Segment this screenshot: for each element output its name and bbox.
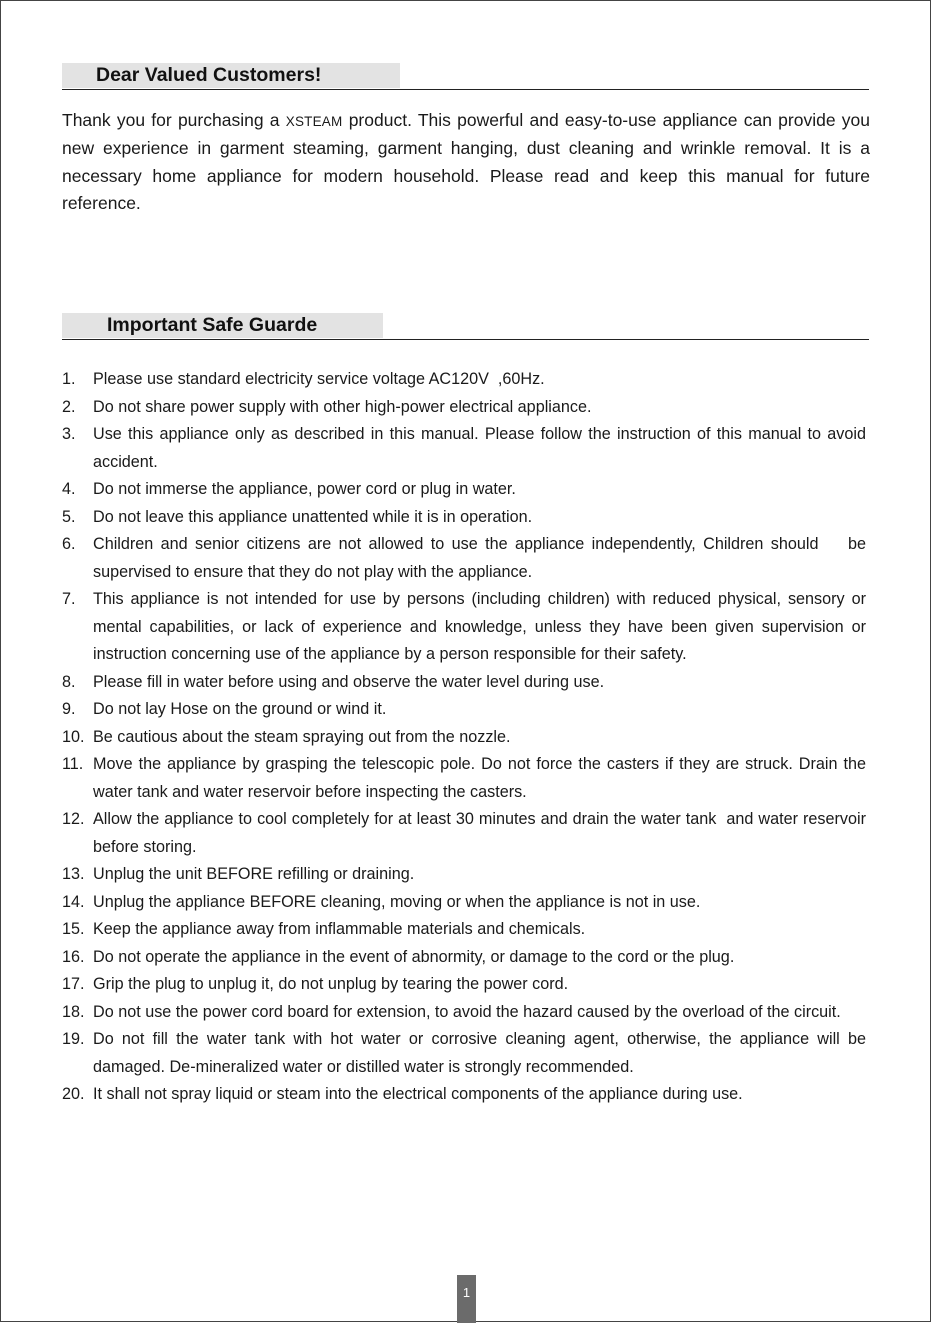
intro-text-rest: product. This powerful and easy-to-use appliance can provide you new experience in garment steaming, garment hanging, dust cleaning and wrinkle removal. It is a necessary home appliance for modern household. Please read and keep this manual for future reference.: [62, 110, 870, 214]
safeguard-item: [62, 476, 866, 504]
safeguard-item: [62, 366, 866, 394]
safeguard-text: Do not share power supply with other high-power electrical appliance.: [93, 397, 592, 416]
safeguard-item: [62, 421, 871, 476]
safeguard-text: Be cautious about the steam spraying out from the nozzle.: [93, 727, 511, 746]
intro-text-start: Thank you for purchasing a: [62, 110, 286, 130]
safeguard-item: [62, 944, 866, 972]
safeguard-item: [62, 1026, 871, 1081]
safeguard-number: 13.: [62, 865, 85, 883]
safeguard-item: [62, 999, 866, 1027]
safeguard-item: [62, 751, 871, 806]
safeguard-text: Children and senior citizens are not allowed to use the appliance independently, Children should be supervised to ensure that they do not play with the appliance.: [93, 535, 871, 581]
safeguard-number: 5.: [62, 507, 76, 526]
safeguard-item: [62, 504, 866, 532]
safeguard-item: [62, 696, 866, 724]
safeguard-item: [62, 394, 866, 422]
safeguard-text: Allow the appliance to cool completely for at least 30 minutes and drain the water tank and water reservoir before storing.: [93, 810, 871, 856]
safeguard-item: [62, 806, 871, 861]
safeguard-number: 11.: [62, 755, 84, 773]
welcome-section-title: Dear Valued Customers!: [96, 64, 322, 86]
safeguard-number: 14.: [62, 892, 85, 911]
safeguard-text: Use this appliance only as described in this manual. Please follow the instruction of this manual to avoid accident.: [93, 425, 871, 471]
safeguard-number: 19.: [62, 1030, 85, 1048]
safeguard-number: 10.: [62, 727, 85, 746]
safeguard-number: 18.: [62, 1002, 85, 1021]
safeguard-text: Do not fill the water tank with hot water or corrosive cleaning agent, otherwise, the appliance will be damaged. De-mineralized water or distilled water is strongly recommended.: [93, 1030, 871, 1076]
safeguard-list: [62, 366, 871, 1109]
safeguard-number: 20.: [62, 1085, 85, 1103]
safeguard-item: [62, 861, 866, 889]
safeguard-number: 6.: [62, 535, 76, 553]
safeguard-number: 1.: [62, 370, 76, 388]
safeguard-item: [62, 586, 871, 669]
safeguard-number: 9.: [62, 700, 76, 718]
safeguard-number: 8.: [62, 672, 76, 691]
safeguard-item: [62, 669, 866, 697]
intro-paragraph: [62, 107, 870, 218]
welcome-section-tab: [62, 63, 400, 88]
safeguard-number: 7.: [62, 590, 76, 608]
safeguard-item: [62, 971, 866, 999]
safety-section-title: Important Safe Guarde: [107, 314, 318, 336]
safeguard-text: Do not operate the appliance in the event of abnormity, or damage to the cord or the plug.: [93, 947, 735, 966]
safeguard-text: Do not leave this appliance unattented while it is in operation.: [93, 507, 533, 526]
safeguard-text: Move the appliance by grasping the telescopic pole. Do not force the casters if they are struck. Drain the water tank and water reservoir before inspecting the casters.: [93, 755, 871, 801]
safeguard-number: 12.: [62, 810, 85, 828]
safeguard-text: Do not immerse the appliance, power cord or plug in water.: [93, 480, 516, 498]
safety-section-tab: [62, 313, 383, 338]
safeguard-number: 16.: [62, 947, 85, 966]
safeguard-text: Do not use the power cord board for extension, to avoid the hazard caused by the overload of the circuit.: [93, 1002, 841, 1021]
safeguard-text: Keep the appliance away from inflammable materials and chemicals.: [93, 920, 586, 938]
safeguard-item: [62, 889, 866, 917]
safeguard-text: This appliance is not intended for use by persons (including children) with reduced physical, sensory or mental capabilities, or lack of experience and knowledge, unless they have been given supervision or instruction concerning use of the appliance by a person responsible for their safety.: [93, 590, 871, 663]
safeguard-number: 2.: [62, 397, 76, 416]
safeguard-item: [62, 916, 866, 944]
welcome-section-header: [62, 63, 869, 90]
safeguard-number: 3.: [62, 425, 76, 443]
safeguard-text: Do not lay Hose on the ground or wind it.: [93, 700, 387, 718]
safeguard-text: Grip the plug to unplug it, do not unplug by tearing the power cord.: [93, 975, 569, 993]
safeguard-text: It shall not spray liquid or steam into the electrical components of the appliance during use.: [93, 1085, 743, 1103]
safeguard-number: 4.: [62, 480, 76, 498]
safeguard-number: 17.: [62, 975, 85, 993]
safeguard-text: Please use standard electricity service voltage AC120V ,60Hz.: [93, 370, 545, 388]
safeguard-item: [62, 1081, 866, 1109]
safety-section-header: [62, 313, 869, 340]
brand-name: XSTEAM: [285, 114, 343, 129]
safeguard-item: [62, 531, 871, 586]
safeguard-text: Unplug the appliance BEFORE cleaning, moving or when the appliance is not in use.: [93, 892, 701, 911]
safeguard-text: Please fill in water before using and observe the water level during use.: [93, 672, 605, 691]
page-number: 1: [457, 1275, 476, 1323]
safeguard-text: Unplug the unit BEFORE refilling or draining.: [93, 865, 415, 883]
safeguard-item: [62, 724, 866, 752]
safeguard-number: 15.: [62, 920, 85, 938]
